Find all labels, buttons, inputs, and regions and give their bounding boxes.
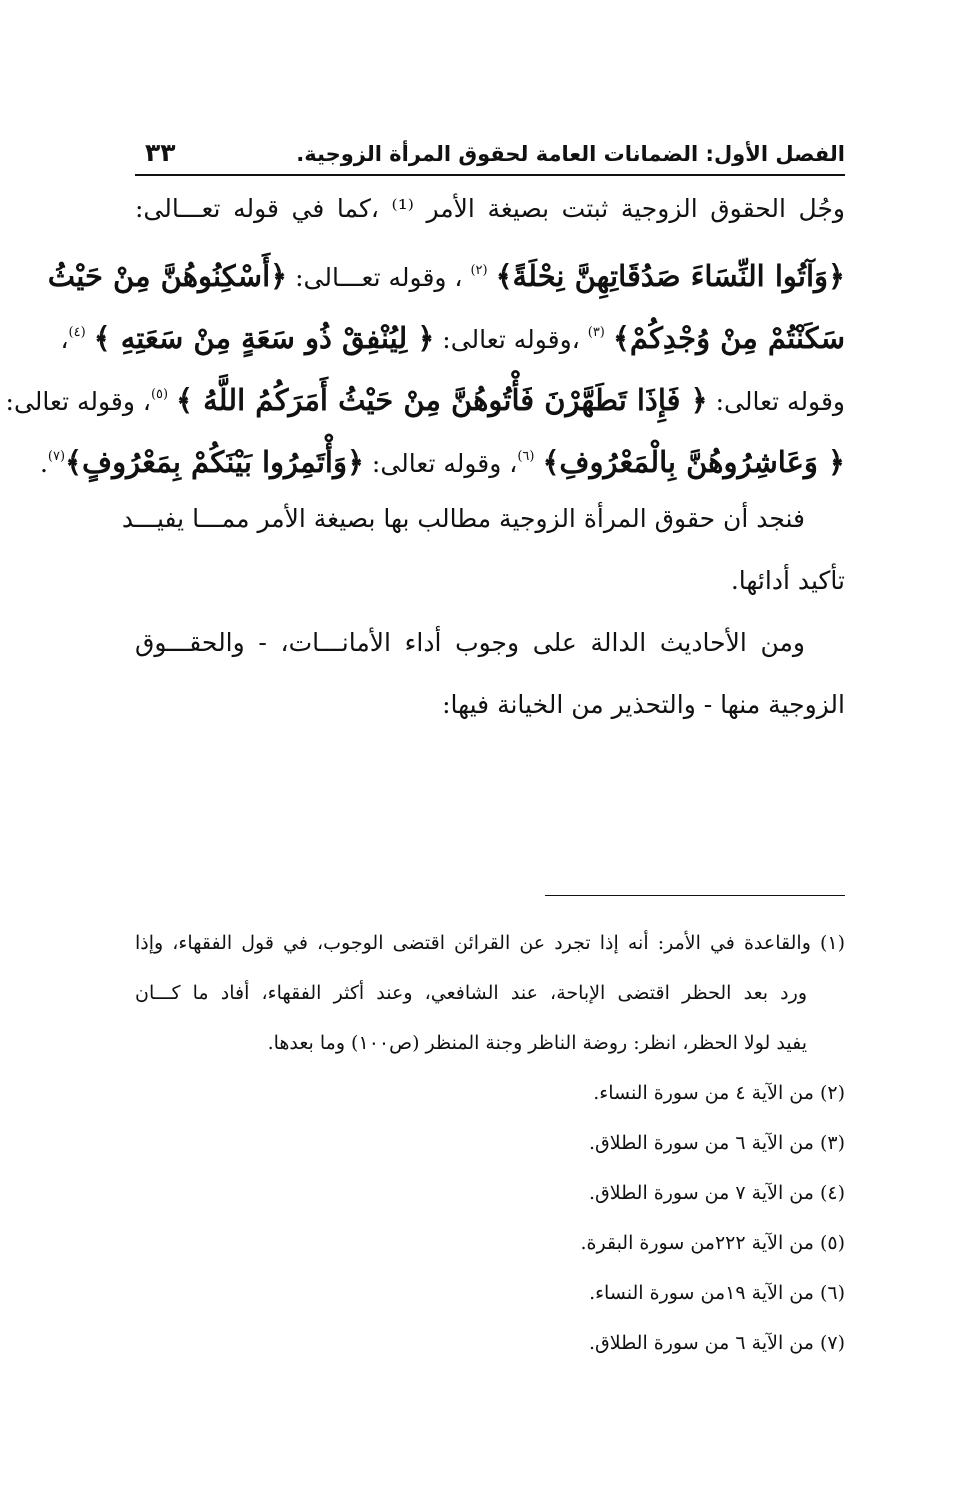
quran-verse: ﴿وَأْتَمِرُوا بَيْنَكُمْ بِمَعْرُوفٍ﴾: [65, 445, 364, 479]
text-line-4: [5, 364, 845, 426]
text-run: ، وقوله تعالى:: [5, 387, 151, 416]
footnote-ref: (٥): [150, 387, 169, 402]
quran-verse: سَكَنْتُمْ مِنْ وُجْدِكُمْ﴾: [612, 321, 845, 355]
footnote-1-line-3: يفيد لولا الحظر، انظر: روضة الناظر وجنة المنظر (ص١٠٠) وما بعدها.: [267, 1032, 807, 1054]
footnote-6: (٦) من الآية ١٩من سورة النساء.: [589, 1282, 845, 1304]
text-line-9: الزوجية منها - والتحذير من الخيانة فيها:: [442, 690, 845, 719]
text-line-1: وجُل الحقوق الزوجية ثبتت بصيغة الأمر ⁽¹⁾ ،كما في قوله تعـــالى:: [135, 194, 845, 223]
text-run: ،وقوله تعالى:: [442, 325, 580, 354]
page-number: ٣٣: [145, 138, 176, 167]
footnote-ref: (٧): [47, 449, 66, 464]
text-line-2: [47, 240, 845, 302]
footnote-ref: (٢): [470, 263, 488, 278]
footnote-7: (٧) من الآية ٦ من سورة الطلاق.: [588, 1332, 845, 1354]
footnote-1-line-2: ورد بعد الحظر اقتضى الإباحة، عند الشافعي، وعند أكثر الفقهاء، أفاد ما كـــان: [135, 982, 807, 1004]
footnote-1-line-1: (١) والقاعدة في الأمر: أنه إذا تجرد عن القرائن اقتضى الوجوب، في قول الفقهاء، وإذا: [135, 932, 845, 954]
text-run: ، وقوله تعـــالى:: [295, 263, 463, 292]
text-run: ، وقوله تعالى:: [371, 449, 518, 478]
footnote-ref: (٤): [68, 325, 86, 340]
footnote-4: (٤) من الآية ٧ من سورة الطلاق.: [588, 1182, 845, 1204]
quran-verse: ﴿وَآتُوا النِّسَاءَ صَدُقَاتِهِنَّ نِحْلَةً﴾: [495, 259, 845, 293]
quran-verse: ﴿ لِيُنْفِقْ ذُو سَعَةٍ مِنْ سَعَتِهِ ﴾: [93, 321, 435, 355]
text-line-6: فنجد أن حقوق المرأة الزوجية مطالب بها بصيغة الأمر ممـــا يفيـــد: [121, 504, 805, 533]
footnote-3: (٣) من الآية ٦ من سورة الطلاق.: [588, 1132, 845, 1154]
text-line-5: ﴿ وَعَاشِرُوهُنَّ بِالْمَعْرُوفِ﴾ $^{(٦)}$، وقوله تعالى: ﴿وَأْتَمِرُوا بَيْنَكُمْ بِمَعْرُوفٍ﴾$^{(٧)}$.: [39, 445, 845, 479]
quran-verse: ﴿أَسْكِنُوهُنَّ مِنْ حَيْثُ: [47, 259, 288, 293]
main-text: [5, 178, 845, 736]
footnote-divider: [545, 895, 845, 896]
footnote-2: (٢) من الآية ٤ من سورة النساء.: [593, 1082, 845, 1104]
header-divider: [135, 174, 845, 176]
running-header: [135, 138, 845, 174]
text-line-8: ومن الأحاديث الدالة على وجوب أداء الأمانـــات، - والحقـــوق: [135, 628, 805, 657]
footnotes: [135, 918, 845, 1368]
footnote-5: (٥) من الآية ٢٢٢من سورة البقرة.: [580, 1232, 845, 1254]
chapter-title: الفصل الأول: الضمانات العامة لحقوق المرأة الزوجية.: [296, 142, 845, 166]
quran-verse: ﴿ فَإِذَا تَطَهَّرْنَ فَأْتُوهُنَّ مِنْ حَيْثُ أَمَرَكُمُ اللَّهُ ﴾: [176, 383, 708, 417]
quran-verse: ﴿ وَعَاشِرُوهُنَّ بِالْمَعْرُوفِ﴾: [542, 445, 845, 479]
text-run: وقوله تعالى:: [715, 387, 845, 416]
footnote-ref: (٦): [517, 449, 535, 464]
text-line-3: سَكَنْتُمْ مِنْ وُجْدِكُمْ﴾ $^{(٣)}$ ،وقوله تعالى: ﴿ لِيُنْفِقْ ذُو سَعَةٍ مِنْ سَعَتِهِ ﴾ $^{(٤)}$،: [60, 321, 845, 355]
footnote-ref: (٣): [587, 325, 605, 340]
text-line-7: تأكيد أدائها.: [730, 566, 845, 595]
